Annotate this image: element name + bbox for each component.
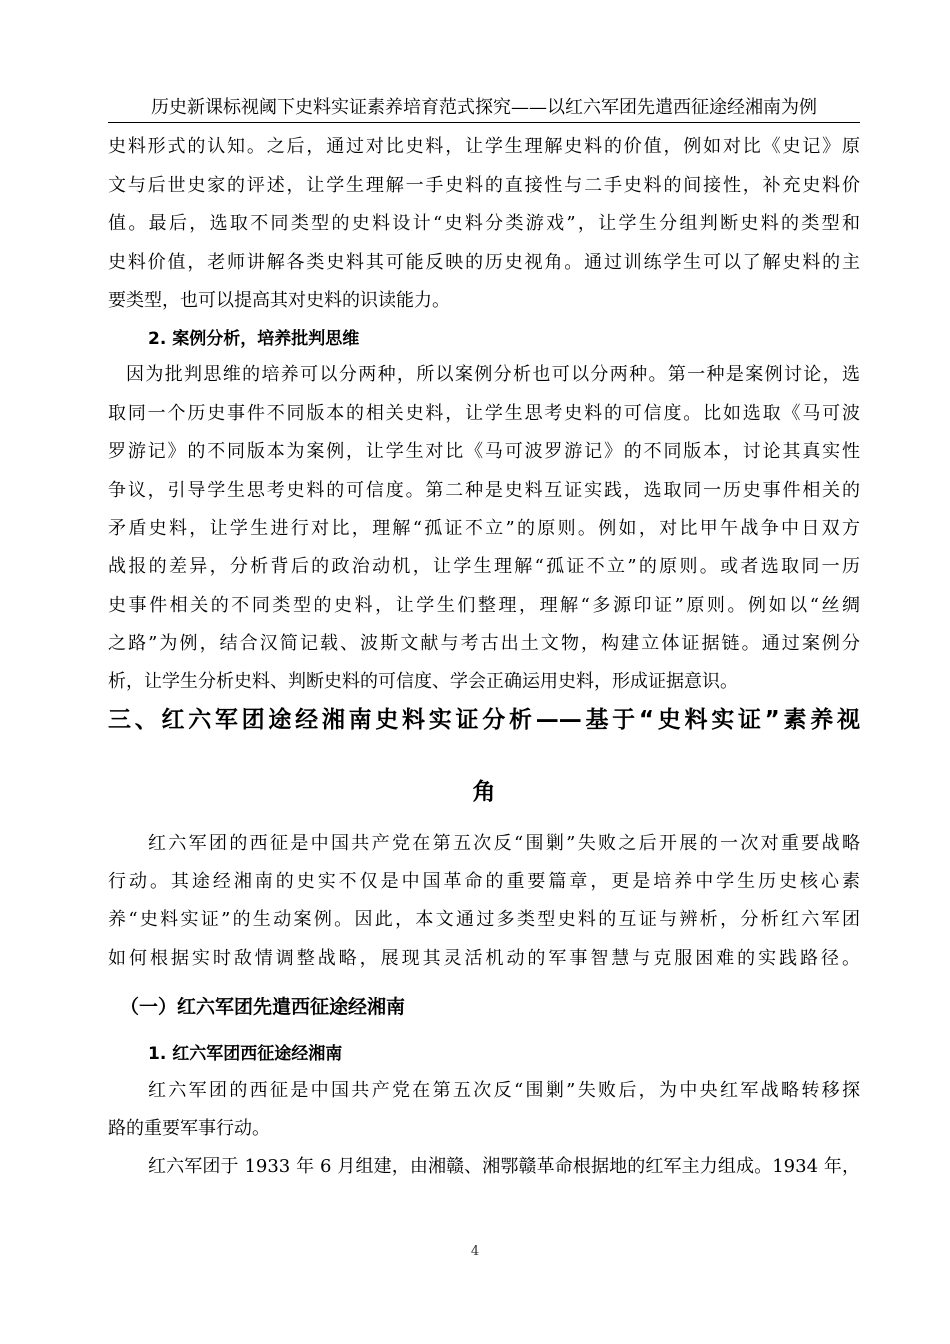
para2-line-1: 因为批判思维的培养可以分两种，所以案例分析也可以分两种。第一种是案例讨论，选	[126, 364, 860, 385]
para1-line-3: 值。最后，选取不同类型的史料设计“史料分类游戏”，让学生分组判断史料的类型和	[108, 213, 860, 234]
page-number: 4	[470, 1244, 480, 1259]
para3-line-3: 养“史料实证”的生动案例。因此，本文通过多类型史料的互证与辨析，分析红六军团	[108, 909, 860, 930]
para1-line-5: 要类型，也可以提高其对史料的识读能力。	[108, 290, 450, 311]
subsection-1-1-heading: 1. 红六军团西征途经湘南	[148, 1044, 343, 1064]
para2-line-3: 罗游记》的不同版本为案例，让学生对比《马可波罗游记》的不同版本，讨论其真实性	[108, 441, 860, 462]
chapter-3-heading-line-1: 三、红六军团途经湘南史料实证分析——基于“史料实证”素养视	[108, 707, 860, 733]
para2-line-9: 析，让学生分析史料、判断史料的可信度、学会正确运用史料，形成证据意识。	[108, 671, 738, 692]
para1-line-1: 史料形式的认知。之后，通过对比史料，让学生理解史料的价值，例如对比《史记》原	[108, 136, 860, 157]
para3-line-1: 红六军团的西征是中国共产党在第五次反“围剿”失败之后开展的一次对重要战略	[148, 833, 860, 854]
para2-line-2: 取同一个历史事件不同版本的相关史料，让学生思考史料的可信度。比如选取《马可波	[108, 403, 860, 424]
running-header: 历史新课标视阈下史料实证素养培育范式探究——以红六军团先遣西征途经湘南为例	[151, 97, 817, 118]
para2-line-8: 之路”为例，结合汉简记载、波斯文献与考古出土文物，构建立体证据链。通过案例分	[108, 633, 860, 654]
para3-line-4: 如何根据实时敌情调整战略，展现其灵活机动的军事智慧与克服困难的实践路径。	[108, 948, 860, 969]
para3-line-2: 行动。其途经湘南的史实不仅是中国革命的重要篇章，更是培养中学生历史核心素	[108, 871, 860, 892]
header-rule	[108, 122, 860, 123]
chapter-3-heading-line-2: 角	[472, 779, 496, 805]
section-2-heading: 2. 案例分析，培养批判思维	[148, 329, 360, 349]
para1-line-4: 史料价值，老师讲解各类史料其可能反映的历史视角。通过训练学生可以了解史料的主	[108, 252, 860, 273]
para1-line-2: 文与后世史家的评述，让学生理解一手史料的直接性与二手史料的间接性，补充史料价	[108, 175, 860, 196]
para2-line-5: 矛盾史料，让学生进行对比，理解“孤证不立”的原则。例如，对比甲午战争中日双方	[108, 518, 860, 539]
para2-line-7: 史事件相关的不同类型的史料，让学生们整理，理解“多源印证”原则。例如以“丝绸	[108, 595, 860, 616]
para2-line-4: 争议，引导学生思考史料的可信度。第二种是史料互证实践，选取同一历史事件相关的	[108, 480, 860, 501]
para5-line-1: 红六军团于 1933 年 6 月组建，由湘赣、湘鄂赣革命根据地的红军主力组成。1934 年，	[148, 1156, 860, 1177]
para2-line-6: 战报的差异，分析背后的政治动机，让学生理解“孤证不立”的原则。或者选取同一历	[108, 556, 860, 577]
subsection-1-heading: （一）红六军团先遣西征途经湘南	[120, 996, 406, 1018]
para4-line-1: 红六军团的西征是中国共产党在第五次反“围剿”失败后，为中央红军战略转移探	[148, 1080, 860, 1101]
para4-line-2: 路的重要军事行动。	[108, 1118, 270, 1139]
